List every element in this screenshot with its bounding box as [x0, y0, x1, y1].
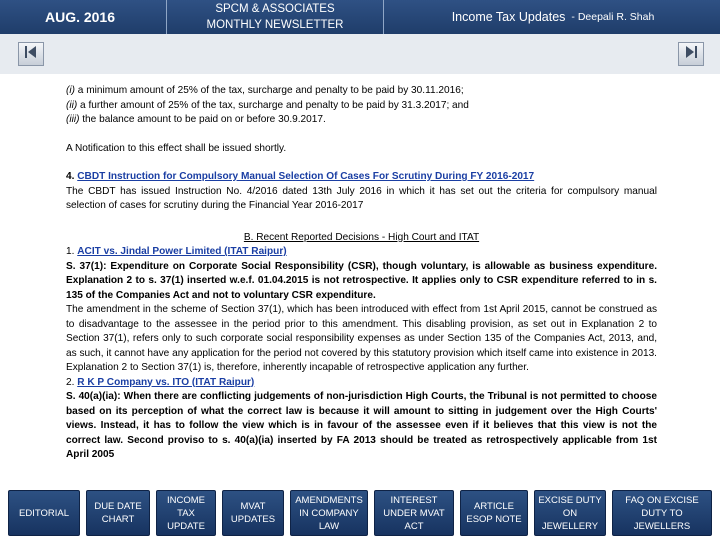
header-bar	[0, 0, 720, 34]
case-2-heading	[66, 376, 657, 391]
tab-income-tax-update[interactable]: INCOME TAX UPDATE	[156, 490, 216, 536]
section-4-heading	[66, 170, 657, 185]
author-name: - Deepali R. Shah	[571, 11, 655, 23]
case-1-link[interactable]: ACIT vs. Jindal Power Limited (ITAT Raipur)	[77, 246, 287, 257]
case-1-heading	[66, 245, 657, 260]
tab-interest-mvat-act[interactable]: INTEREST UNDER MVAT ACT	[374, 490, 454, 536]
installment-ii-num: (ii)	[66, 99, 78, 111]
case-1-number: 1.	[66, 246, 78, 257]
firm-name-line2: MONTHLY NEWSLETTER	[206, 19, 344, 31]
case-2-link[interactable]: R K P Company vs. ITO (ITAT Raipur)	[77, 376, 255, 388]
case-2-number: 2.	[66, 376, 78, 388]
case-1-body: The amendment in the scheme of Section 37(1), which has been introduced with effect from 1st April 2015, cannot be construed as to disadvantage to the assessee in the period prior to this amendment. This disabling provision, as set out in Explanation 2 to Section 37(1), refers only to such corporate social responsibility expenses as under Section 135 of the Companies Act, 2013, and, as such, it cannot have any application for the period not covered by this statutory provision which itself came into existence in 2013. Explanation 2 to Section 37(1) is, therefore, inherently incapable of retrospective application any further.	[66, 304, 657, 373]
next-page-button[interactable]	[678, 42, 704, 66]
article-body	[66, 84, 657, 463]
installment-iii-num: (iii)	[66, 114, 80, 125]
section-4-link[interactable]: CBDT Instruction for Compulsory Manual Selection Of Cases For Scrutiny During FY 2016-2017	[77, 171, 535, 182]
installment-iii-text: the balance amount to be paid on or before 30.9.2017.	[79, 114, 326, 125]
issue-date: AUG. 2016	[44, 9, 116, 25]
page-title-text: Income Tax Updates	[451, 10, 566, 24]
tab-mvat-updates[interactable]: MVAT UPDATES	[222, 490, 284, 536]
page-title	[386, 0, 720, 34]
section-4-body: The CBDT has issued Instruction No. 4/2016 dated 13th July 2016 in which it has set out the criteria for compulsory manual selection of cases for scrutiny during the Financial Year 2016-2017	[66, 185, 657, 211]
installment-iii	[66, 113, 657, 128]
arrow-left-icon	[24, 45, 38, 64]
tab-excise-duty-jewellery[interactable]: EXCISE DUTY ON JEWELLERY	[534, 490, 606, 536]
tab-editorial[interactable]: EDITORIAL	[8, 490, 80, 536]
section-b-heading: B. Recent Reported Decisions - High Court and ITAT	[243, 231, 480, 243]
arrow-right-icon	[684, 45, 698, 64]
case-1-held: S. 37(1): Expenditure on Corporate Social Responsibility (CSR), though voluntary, is allowable as business expenditure. Explanation 2 to s. 37(1) inserted w.e.f. 01.04.2015 is not retrospective. It applies only to CSR expenditure referred to in s. 135 of the Companies Act and not to voluntary CSR expenditure.	[66, 260, 657, 301]
installment-ii	[66, 99, 657, 114]
firm-name	[166, 0, 384, 34]
notification-text: A Notification to this effect shall be issued shortly.	[66, 142, 287, 154]
firm-name-line1: SPCM & ASSOCIATES	[215, 3, 335, 15]
section-4-number: 4.	[66, 171, 78, 182]
tab-amendments-company-law[interactable]: AMENDMENTS IN COMPANY LAW	[290, 490, 368, 536]
installment-i	[66, 84, 657, 99]
case-2-held: S. 40(a)(ia): When there are conflicting judgements of non-jurisdiction High Courts, the Tribunal is not permitted to choose based on its perception of what the correct law is because it will amount to sitting in judgement over the High Courts' views. Instead, it has to follow the view which is in favour of the assessee even if it believes that this view is not the correct law. Second proviso to s. 40(a)(ia) inserted by FA 2013 should be treated as retrospectively applicable from 1st April 2005	[66, 391, 657, 460]
installment-i-num: (i)	[66, 85, 75, 96]
tab-due-date-chart[interactable]: DUE DATE CHART	[86, 490, 150, 536]
tab-faq-excise-duty[interactable]: FAQ ON EXCISE DUTY TO JEWELLERS	[612, 490, 712, 536]
previous-page-button[interactable]	[18, 42, 44, 66]
installment-ii-text: a further amount of 25% of the tax, surcharge and penalty to be paid by 31.3.2017; and	[77, 99, 469, 111]
installment-i-text: a minimum amount of 25% of the tax, surcharge and penalty to be paid by 30.11.2016;	[74, 85, 464, 96]
tab-article-esop-note[interactable]: ARTICLE ESOP NOTE	[460, 490, 528, 536]
navigation-strip	[0, 34, 720, 74]
